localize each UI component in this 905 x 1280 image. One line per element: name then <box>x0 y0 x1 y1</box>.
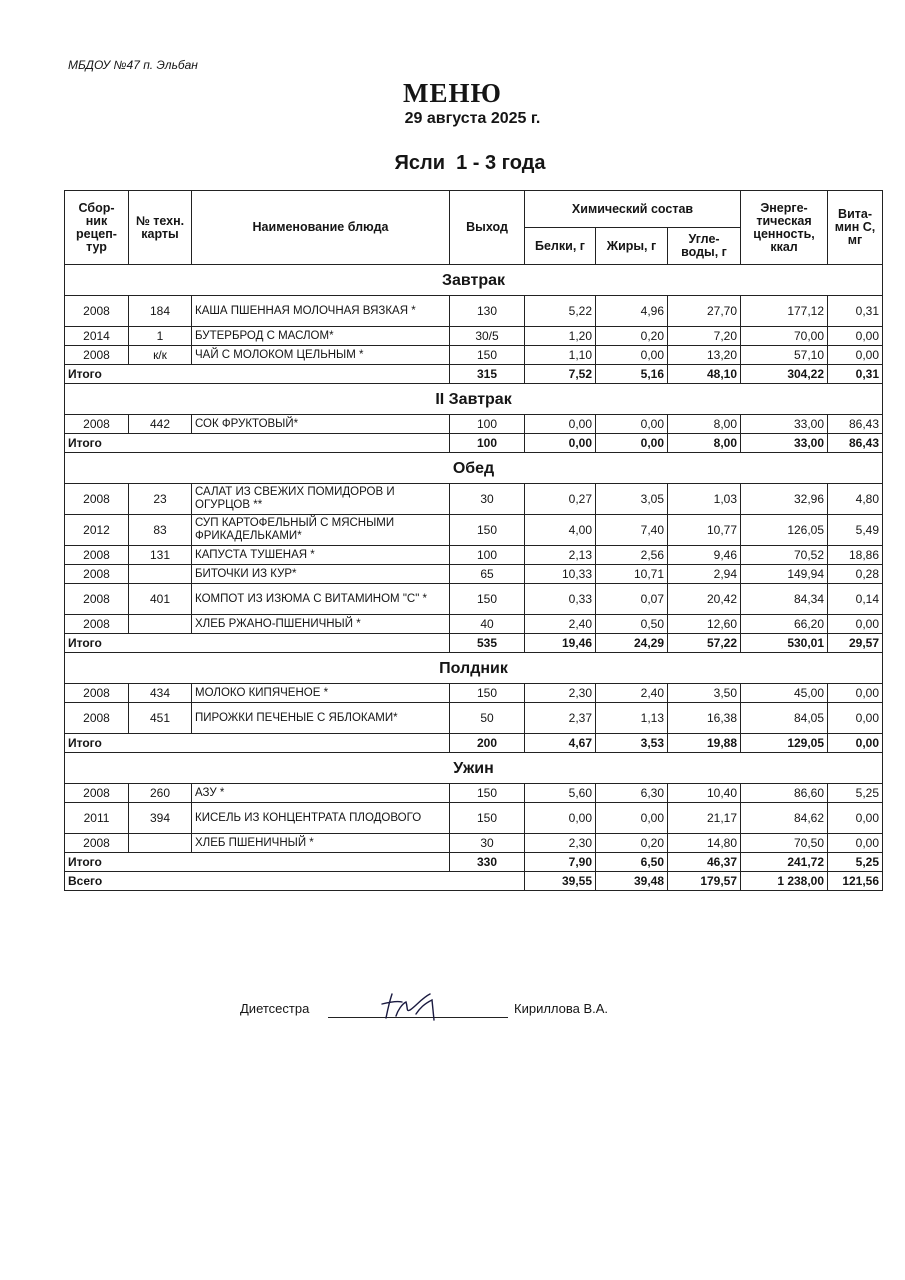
dish-tech-card: к/к <box>129 346 192 365</box>
dish-name: ХЛЕБ РЖАНО-ПШЕНИЧНЫЙ * <box>192 615 450 634</box>
total-vitamin: 0,00 <box>828 734 883 753</box>
dish-row <box>65 415 883 434</box>
dish-output: 150 <box>450 515 525 546</box>
col-header-output: Выход <box>450 191 525 265</box>
dish-collection: 2014 <box>65 327 129 346</box>
dish-collection: 2011 <box>65 803 129 834</box>
dish-fat: 4,96 <box>596 296 668 327</box>
dish-vitamin: 0,28 <box>828 565 883 584</box>
total-carbs: 46,37 <box>668 853 741 872</box>
section-total-row <box>65 853 883 872</box>
total-fat: 24,29 <box>596 634 668 653</box>
total-output: 200 <box>450 734 525 753</box>
dish-carbs: 1,03 <box>668 484 741 515</box>
dish-tech-card: 394 <box>129 803 192 834</box>
grand-total-fat: 39,48 <box>596 872 668 891</box>
dish-row <box>65 327 883 346</box>
dish-collection: 2008 <box>65 784 129 803</box>
col-header-chemical: Химический состав <box>525 191 741 228</box>
dish-carbs: 10,77 <box>668 515 741 546</box>
dish-collection: 2008 <box>65 584 129 615</box>
dish-row <box>65 615 883 634</box>
section-title: II Завтрак <box>65 384 883 415</box>
total-label: Итого <box>65 853 450 872</box>
dish-collection: 2008 <box>65 484 129 515</box>
dish-tech-card: 1 <box>129 327 192 346</box>
dish-row <box>65 584 883 615</box>
total-vitamin: 5,25 <box>828 853 883 872</box>
dish-protein: 2,30 <box>525 684 596 703</box>
section-title: Полдник <box>65 653 883 684</box>
col-header-protein: Белки, г <box>525 228 596 265</box>
section-header-row <box>65 384 883 415</box>
col-header-tech-card: № техн. карты <box>129 191 192 265</box>
dish-protein: 0,00 <box>525 803 596 834</box>
total-fat: 5,16 <box>596 365 668 384</box>
dish-fat: 0,20 <box>596 327 668 346</box>
total-energy: 129,05 <box>741 734 828 753</box>
dish-energy: 57,10 <box>741 346 828 365</box>
dish-energy: 45,00 <box>741 684 828 703</box>
dish-name: ПИРОЖКИ ПЕЧЕНЫЕ С ЯБЛОКАМИ* <box>192 703 450 734</box>
total-energy: 33,00 <box>741 434 828 453</box>
grand-total-label: Всего <box>65 872 525 891</box>
dish-carbs: 20,42 <box>668 584 741 615</box>
dish-carbs: 7,20 <box>668 327 741 346</box>
dish-energy: 70,50 <box>741 834 828 853</box>
grand-total-carbs: 179,57 <box>668 872 741 891</box>
dish-row <box>65 546 883 565</box>
dish-output: 50 <box>450 703 525 734</box>
dish-vitamin: 0,00 <box>828 703 883 734</box>
dish-energy: 70,52 <box>741 546 828 565</box>
dish-collection: 2008 <box>65 834 129 853</box>
section-total-row <box>65 634 883 653</box>
dish-vitamin: 0,00 <box>828 346 883 365</box>
total-output: 100 <box>450 434 525 453</box>
dish-output: 30/5 <box>450 327 525 346</box>
total-label: Итого <box>65 734 450 753</box>
grand-total-energy: 1 238,00 <box>741 872 828 891</box>
dish-fat: 2,56 <box>596 546 668 565</box>
col-header-fat: Жиры, г <box>596 228 668 265</box>
total-energy: 241,72 <box>741 853 828 872</box>
dish-output: 150 <box>450 784 525 803</box>
col-header-collection: Сбор-ник рецеп-тур <box>65 191 129 265</box>
total-fat: 6,50 <box>596 853 668 872</box>
dish-row <box>65 834 883 853</box>
dish-name: КАША ПШЕННАЯ МОЛОЧНАЯ ВЯЗКАЯ * <box>192 296 450 327</box>
menu-table <box>64 190 883 891</box>
dish-protein: 2,30 <box>525 834 596 853</box>
dish-fat: 0,20 <box>596 834 668 853</box>
dish-row <box>65 803 883 834</box>
dish-name: БУТЕРБРОД С МАСЛОМ* <box>192 327 450 346</box>
total-protein: 0,00 <box>525 434 596 453</box>
grand-total-vitamin: 121,56 <box>828 872 883 891</box>
dish-carbs: 27,70 <box>668 296 741 327</box>
organization-name: МБДОУ №47 п. Эльбан <box>68 58 198 72</box>
dish-carbs: 10,40 <box>668 784 741 803</box>
signature-role: Диетсестра <box>240 1001 310 1016</box>
dish-vitamin: 0,31 <box>828 296 883 327</box>
dish-name: ХЛЕБ ПШЕНИЧНЫЙ * <box>192 834 450 853</box>
total-fat: 0,00 <box>596 434 668 453</box>
dish-row <box>65 684 883 703</box>
col-header-dish-name: Наименование блюда <box>192 191 450 265</box>
dish-protein: 4,00 <box>525 515 596 546</box>
total-vitamin: 0,31 <box>828 365 883 384</box>
dish-fat: 1,13 <box>596 703 668 734</box>
dish-tech-card: 442 <box>129 415 192 434</box>
dish-fat: 0,00 <box>596 346 668 365</box>
col-header-energy: Энерге-тическая ценность, ккал <box>741 191 828 265</box>
dish-protein: 10,33 <box>525 565 596 584</box>
dish-carbs: 9,46 <box>668 546 741 565</box>
dish-fat: 7,40 <box>596 515 668 546</box>
total-protein: 4,67 <box>525 734 596 753</box>
dish-tech-card <box>129 834 192 853</box>
dish-vitamin: 0,00 <box>828 803 883 834</box>
total-label: Итого <box>65 365 450 384</box>
total-label: Итого <box>65 434 450 453</box>
section-total-row <box>65 734 883 753</box>
dish-output: 150 <box>450 346 525 365</box>
total-output: 330 <box>450 853 525 872</box>
dish-name: КОМПОТ ИЗ ИЗЮМА С ВИТАМИНОМ "С" * <box>192 584 450 615</box>
signature-block <box>0 998 905 1028</box>
dish-row <box>65 296 883 327</box>
dish-protein: 0,00 <box>525 415 596 434</box>
dish-collection: 2008 <box>65 703 129 734</box>
dish-vitamin: 86,43 <box>828 415 883 434</box>
section-total-row <box>65 434 883 453</box>
total-energy: 530,01 <box>741 634 828 653</box>
dish-vitamin: 0,00 <box>828 615 883 634</box>
dish-energy: 66,20 <box>741 615 828 634</box>
dish-fat: 0,00 <box>596 415 668 434</box>
total-fat: 3,53 <box>596 734 668 753</box>
dish-tech-card <box>129 565 192 584</box>
total-carbs: 19,88 <box>668 734 741 753</box>
dish-output: 130 <box>450 296 525 327</box>
dish-energy: 86,60 <box>741 784 828 803</box>
dish-protein: 2,13 <box>525 546 596 565</box>
age-group: Ясли 1 - 3 года <box>394 152 546 174</box>
section-title: Ужин <box>65 753 883 784</box>
dish-energy: 84,62 <box>741 803 828 834</box>
dish-name: САЛАТ ИЗ СВЕЖИХ ПОМИДОРОВ И ОГУРЦОВ ** <box>192 484 450 515</box>
dish-tech-card: 260 <box>129 784 192 803</box>
dish-name: АЗУ * <box>192 784 450 803</box>
dish-output: 65 <box>450 565 525 584</box>
total-vitamin: 86,43 <box>828 434 883 453</box>
dish-vitamin: 0,00 <box>828 834 883 853</box>
dish-output: 100 <box>450 415 525 434</box>
dish-name: БИТОЧКИ ИЗ КУР* <box>192 565 450 584</box>
dish-output: 150 <box>450 584 525 615</box>
section-header-row <box>65 753 883 784</box>
dish-energy: 84,34 <box>741 584 828 615</box>
section-total-row <box>65 365 883 384</box>
dish-carbs: 2,94 <box>668 565 741 584</box>
dish-protein: 2,40 <box>525 615 596 634</box>
dish-vitamin: 4,80 <box>828 484 883 515</box>
menu-date: 29 августа 2025 г. <box>404 110 541 127</box>
dish-fat: 3,05 <box>596 484 668 515</box>
dish-output: 150 <box>450 803 525 834</box>
dish-fat: 0,07 <box>596 584 668 615</box>
dish-name: ЧАЙ С МОЛОКОМ ЦЕЛЬНЫМ * <box>192 346 450 365</box>
total-carbs: 8,00 <box>668 434 741 453</box>
dish-energy: 33,00 <box>741 415 828 434</box>
dish-output: 150 <box>450 684 525 703</box>
col-header-carbs: Угле-воды, г <box>668 228 741 265</box>
total-output: 315 <box>450 365 525 384</box>
dish-carbs: 12,60 <box>668 615 741 634</box>
total-carbs: 57,22 <box>668 634 741 653</box>
dish-carbs: 8,00 <box>668 415 741 434</box>
dish-collection: 2008 <box>65 684 129 703</box>
grand-total-protein: 39,55 <box>525 872 596 891</box>
dish-vitamin: 5,25 <box>828 784 883 803</box>
dish-output: 30 <box>450 484 525 515</box>
dish-protein: 1,20 <box>525 327 596 346</box>
dish-collection: 2008 <box>65 415 129 434</box>
dish-vitamin: 18,86 <box>828 546 883 565</box>
dish-tech-card: 434 <box>129 684 192 703</box>
dish-energy: 70,00 <box>741 327 828 346</box>
dish-fat: 2,40 <box>596 684 668 703</box>
dish-energy: 126,05 <box>741 515 828 546</box>
dish-energy: 84,05 <box>741 703 828 734</box>
dish-protein: 0,33 <box>525 584 596 615</box>
page-title: МЕНЮ <box>403 78 502 108</box>
dish-carbs: 3,50 <box>668 684 741 703</box>
dish-output: 30 <box>450 834 525 853</box>
handwritten-signature <box>372 990 452 1024</box>
dish-row <box>65 346 883 365</box>
dish-vitamin: 0,00 <box>828 327 883 346</box>
dish-carbs: 16,38 <box>668 703 741 734</box>
dish-output: 100 <box>450 546 525 565</box>
dish-tech-card: 451 <box>129 703 192 734</box>
total-protein: 7,52 <box>525 365 596 384</box>
total-protein: 7,90 <box>525 853 596 872</box>
section-header-row <box>65 653 883 684</box>
dish-protein: 0,27 <box>525 484 596 515</box>
dish-tech-card: 23 <box>129 484 192 515</box>
dish-tech-card: 401 <box>129 584 192 615</box>
menu-body <box>65 265 883 891</box>
dish-row <box>65 784 883 803</box>
dish-energy: 32,96 <box>741 484 828 515</box>
dish-carbs: 13,20 <box>668 346 741 365</box>
dish-fat: 6,30 <box>596 784 668 803</box>
dish-collection: 2008 <box>65 615 129 634</box>
dish-output: 40 <box>450 615 525 634</box>
dish-tech-card: 131 <box>129 546 192 565</box>
dish-name: СОК ФРУКТОВЫЙ* <box>192 415 450 434</box>
dish-fat: 0,50 <box>596 615 668 634</box>
dish-energy: 149,94 <box>741 565 828 584</box>
total-output: 535 <box>450 634 525 653</box>
dish-row <box>65 484 883 515</box>
dish-vitamin: 0,14 <box>828 584 883 615</box>
dish-protein: 2,37 <box>525 703 596 734</box>
dish-tech-card: 184 <box>129 296 192 327</box>
dish-row <box>65 515 883 546</box>
dish-row <box>65 703 883 734</box>
dish-collection: 2012 <box>65 515 129 546</box>
dish-fat: 0,00 <box>596 803 668 834</box>
dish-name: КИСЕЛЬ ИЗ КОНЦЕНТРАТА ПЛОДОВОГО <box>192 803 450 834</box>
dish-row <box>65 565 883 584</box>
dish-vitamin: 5,49 <box>828 515 883 546</box>
dish-protein: 1,10 <box>525 346 596 365</box>
dish-protein: 5,60 <box>525 784 596 803</box>
dish-vitamin: 0,00 <box>828 684 883 703</box>
section-title: Завтрак <box>65 265 883 296</box>
dish-carbs: 21,17 <box>668 803 741 834</box>
section-header-row <box>65 453 883 484</box>
total-protein: 19,46 <box>525 634 596 653</box>
dish-name: МОЛОКО КИПЯЧЕНОЕ * <box>192 684 450 703</box>
dish-collection: 2008 <box>65 546 129 565</box>
total-energy: 304,22 <box>741 365 828 384</box>
dish-energy: 177,12 <box>741 296 828 327</box>
dish-protein: 5,22 <box>525 296 596 327</box>
dish-name: СУП КАРТОФЕЛЬНЫЙ С МЯСНЫМИ ФРИКАДЕЛЬКАМИ* <box>192 515 450 546</box>
total-carbs: 48,10 <box>668 365 741 384</box>
dish-carbs: 14,80 <box>668 834 741 853</box>
signature-name: Кириллова В.А. <box>514 1001 609 1016</box>
section-title: Обед <box>65 453 883 484</box>
section-header-row <box>65 265 883 296</box>
dish-fat: 10,71 <box>596 565 668 584</box>
total-vitamin: 29,57 <box>828 634 883 653</box>
dish-collection: 2008 <box>65 296 129 327</box>
grand-total-row <box>65 872 883 891</box>
col-header-vitamin: Вита-мин С, мг <box>828 191 883 265</box>
dish-tech-card: 83 <box>129 515 192 546</box>
dish-collection: 2008 <box>65 565 129 584</box>
dish-collection: 2008 <box>65 346 129 365</box>
dish-tech-card <box>129 615 192 634</box>
total-label: Итого <box>65 634 450 653</box>
dish-name: КАПУСТА ТУШЕНАЯ * <box>192 546 450 565</box>
